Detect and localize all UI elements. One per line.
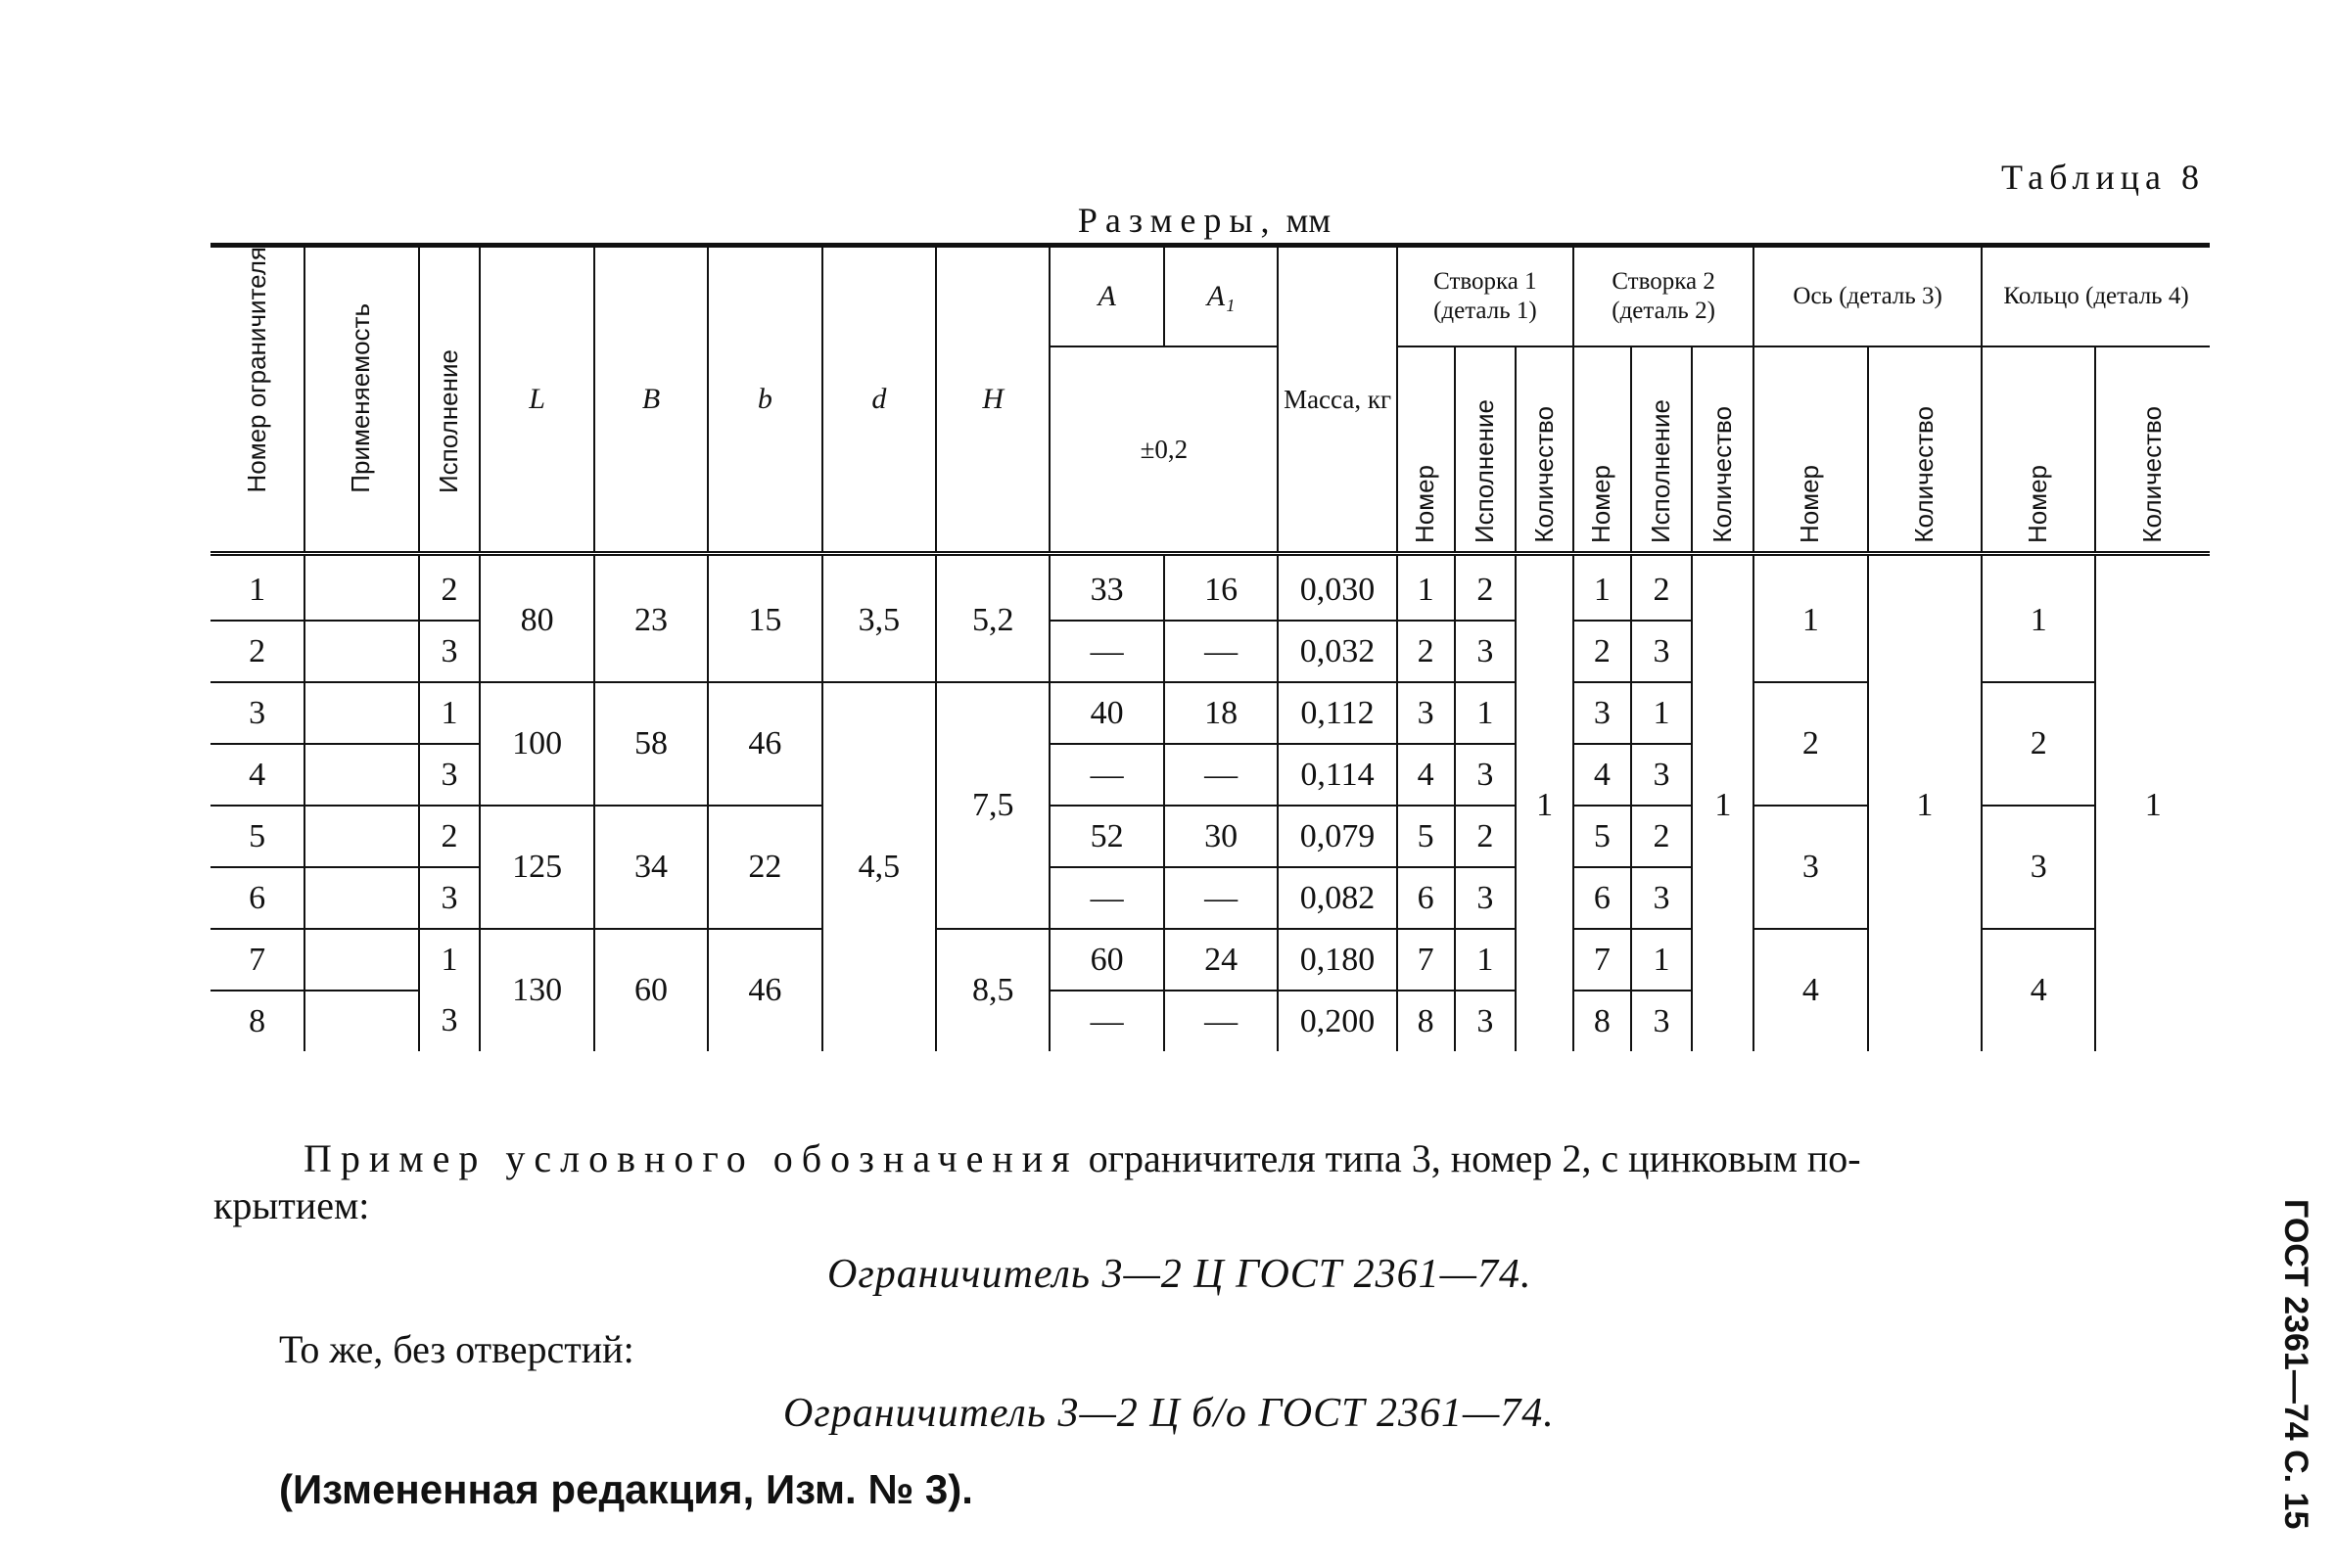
header-flap1-quantity: Количество [1516, 346, 1573, 554]
dimensions-caption [999, 200, 1410, 241]
cell-mass: 0,079 [1278, 806, 1396, 867]
header-L: L [480, 246, 593, 554]
header-number: Номер ограничителя [210, 246, 304, 554]
cell-flap2-version: 3 [1631, 744, 1693, 806]
example-lead-rest: ограничителя типа 3, номер 2, с цинковым по- [1088, 1136, 1861, 1180]
header-flap-2: Створка 2 (деталь 2) [1573, 246, 1753, 347]
cell-axis-number: 1 [1753, 554, 1867, 683]
example-lead [304, 1135, 2203, 1182]
cell-A1: 24 [1164, 929, 1278, 991]
cell-number: 8 [210, 991, 304, 1051]
cell-flap2-number: 7 [1573, 929, 1631, 991]
cell-ring-number: 4 [1982, 929, 2095, 1051]
cell-A: — [1050, 621, 1163, 682]
cell-ring-number: 1 [1982, 554, 2095, 683]
cell-B: 58 [594, 682, 708, 806]
header-flap1-number: Номер [1397, 346, 1455, 554]
cell-flap1-number: 2 [1397, 621, 1455, 682]
cell-mass: 0,114 [1278, 744, 1396, 806]
cell-axis-number: 2 [1753, 682, 1867, 806]
cell-H: 7,5 [936, 682, 1050, 929]
running-header: ГОСТ 2361—74 С. 15 [2277, 1199, 2314, 1530]
cell-A: 33 [1050, 554, 1163, 622]
table-8 [210, 243, 2210, 1051]
cell-flap1-number: 5 [1397, 806, 1455, 867]
cell-mass: 0,180 [1278, 929, 1396, 991]
cell-H: 8,5 [936, 929, 1050, 1051]
cell-b: 46 [708, 682, 821, 806]
cell-number: 3 [210, 682, 304, 744]
cell-flap2-number: 4 [1573, 744, 1631, 806]
cell-A: — [1050, 744, 1163, 806]
cell-b: 15 [708, 554, 821, 683]
cell-version: 3 [419, 991, 481, 1051]
cell-ring-number: 3 [1982, 806, 2095, 929]
cell-flap1-version: 3 [1455, 867, 1517, 929]
dimensions-unit: мм [1285, 201, 1332, 240]
cell-flap2-version: 2 [1631, 806, 1693, 867]
cell-b: 46 [708, 929, 821, 1051]
cell-version: 1 [419, 682, 481, 744]
header-ring-number: Номер [1982, 346, 2095, 554]
cell-flap2-number: 1 [1573, 554, 1631, 622]
cell-applicability [304, 744, 418, 806]
cell-flap1-version: 3 [1455, 621, 1517, 682]
cell-applicability [304, 682, 418, 744]
designation-example-1: Ограничитель 3—2 Ц ГОСТ 2361—74. [827, 1252, 1532, 1297]
cell-flap2-version: 1 [1631, 682, 1693, 744]
cell-flap1-number: 7 [1397, 929, 1455, 991]
cell-flap2-version: 3 [1631, 991, 1693, 1051]
cell-b: 22 [708, 806, 821, 929]
cell-B: 60 [594, 929, 708, 1051]
cell-axis-number: 4 [1753, 929, 1867, 1051]
cell-applicability [304, 806, 418, 867]
header-flap2-quantity: Количество [1692, 346, 1753, 554]
header-axis: Ось (деталь 3) [1753, 246, 1982, 347]
cell-A: 52 [1050, 806, 1163, 867]
table-row [210, 554, 2210, 622]
cell-A: 40 [1050, 682, 1163, 744]
cell-A: — [1050, 867, 1163, 929]
header-axis-quantity: Количество [1868, 346, 1982, 554]
header-ring: Кольцо (деталь 4) [1982, 246, 2210, 347]
cell-A1: 18 [1164, 682, 1278, 744]
header-axis-number: Номер [1753, 346, 1867, 554]
cell-version: 2 [419, 554, 481, 622]
header-flap2-number: Номер [1573, 346, 1631, 554]
cell-L: 100 [480, 682, 593, 806]
cell-flap2-version: 2 [1631, 554, 1693, 622]
cell-flap2-quantity: 1 [1692, 554, 1753, 1052]
cell-d: 3,5 [822, 554, 936, 683]
cell-flap1-version: 2 [1455, 554, 1517, 622]
designation-example-2: Ограничитель 3—2 Ц б/о ГОСТ 2361—74. [783, 1391, 1555, 1436]
cell-version: 1 [419, 929, 481, 991]
cell-version: 2 [419, 806, 481, 867]
cell-flap1-number: 4 [1397, 744, 1455, 806]
cell-A1: — [1164, 744, 1278, 806]
cell-axis-quantity: 1 [1868, 554, 1982, 1052]
cell-number: 6 [210, 867, 304, 929]
dimensions-word: Размеры, [1077, 201, 1278, 240]
header-B: B [594, 246, 708, 554]
cell-flap1-version: 2 [1455, 806, 1517, 867]
cell-flap1-number: 1 [1397, 554, 1455, 622]
header-flap2-version: Исполнение [1631, 346, 1693, 554]
cell-flap2-number: 8 [1573, 991, 1631, 1051]
header-applicability: Применяемость [304, 246, 418, 554]
cell-flap2-version: 3 [1631, 621, 1693, 682]
cell-mass: 0,112 [1278, 682, 1396, 744]
same-without-holes: То же, без отверстий: [279, 1327, 634, 1371]
cell-B: 23 [594, 554, 708, 683]
header-flap-1: Створка 1 (деталь 1) [1397, 246, 1573, 347]
cell-applicability [304, 991, 418, 1051]
cell-version: 3 [419, 744, 481, 806]
header-version: Исполнение [419, 246, 481, 554]
cell-number: 7 [210, 929, 304, 991]
cell-number: 1 [210, 554, 304, 622]
cell-applicability [304, 867, 418, 929]
cell-flap2-version: 3 [1631, 867, 1693, 929]
cell-A1: — [1164, 867, 1278, 929]
cell-applicability [304, 929, 418, 991]
cell-ring-quantity: 1 [2095, 554, 2210, 1052]
cell-flap1-number: 8 [1397, 991, 1455, 1051]
cell-flap2-number: 2 [1573, 621, 1631, 682]
cell-d: 4,5 [822, 682, 936, 1051]
cell-flap1-quantity: 1 [1516, 554, 1573, 1052]
cell-flap2-number: 6 [1573, 867, 1631, 929]
cell-A1: 30 [1164, 806, 1278, 867]
cell-mass: 0,082 [1278, 867, 1396, 929]
cell-ring-number: 2 [1982, 682, 2095, 806]
example-lead-spaced: Пример условного обозначения [304, 1136, 1079, 1180]
header-A: A [1050, 246, 1163, 347]
cell-applicability [304, 621, 418, 682]
cell-flap2-number: 5 [1573, 806, 1631, 867]
cell-B: 34 [594, 806, 708, 929]
header-b: b [708, 246, 821, 554]
cell-mass: 0,032 [1278, 621, 1396, 682]
cell-A1: — [1164, 621, 1278, 682]
amendment-note: (Измененная редакция, Изм. № 3). [279, 1466, 973, 1512]
cell-mass: 0,200 [1278, 991, 1396, 1051]
cell-version: 3 [419, 621, 481, 682]
cell-L: 125 [480, 806, 593, 929]
cell-number: 5 [210, 806, 304, 867]
cell-applicability [304, 554, 418, 622]
header-ring-quantity: Количество [2095, 346, 2210, 554]
header-d: d [822, 246, 936, 554]
cell-flap1-version: 3 [1455, 991, 1517, 1051]
cell-A1: — [1164, 991, 1278, 1051]
cell-A: 60 [1050, 929, 1163, 991]
cell-A: — [1050, 991, 1163, 1051]
cell-L: 130 [480, 929, 593, 1051]
cell-A1: 16 [1164, 554, 1278, 622]
example-lead-continuation: крытием: [213, 1183, 370, 1227]
cell-flap2-version: 1 [1631, 929, 1693, 991]
header-H: H [936, 246, 1050, 554]
header-A1: A₁ [1164, 246, 1278, 347]
cell-flap2-number: 3 [1573, 682, 1631, 744]
cell-L: 80 [480, 554, 593, 683]
cell-flap1-version: 3 [1455, 744, 1517, 806]
header-tolerance: ±0,2 [1050, 346, 1278, 554]
cell-axis-number: 3 [1753, 806, 1867, 929]
cell-flap1-version: 1 [1455, 929, 1517, 991]
header-mass: Масса, кг [1278, 246, 1396, 554]
cell-number: 4 [210, 744, 304, 806]
cell-number: 2 [210, 621, 304, 682]
cell-H: 5,2 [936, 554, 1050, 683]
cell-mass: 0,030 [1278, 554, 1396, 622]
cell-flap1-number: 3 [1397, 682, 1455, 744]
header-flap1-version: Исполнение [1455, 346, 1517, 554]
cell-flap1-version: 1 [1455, 682, 1517, 744]
table-label: Таблица 8 [2001, 158, 2205, 197]
cell-version: 3 [419, 867, 481, 929]
cell-flap1-number: 6 [1397, 867, 1455, 929]
